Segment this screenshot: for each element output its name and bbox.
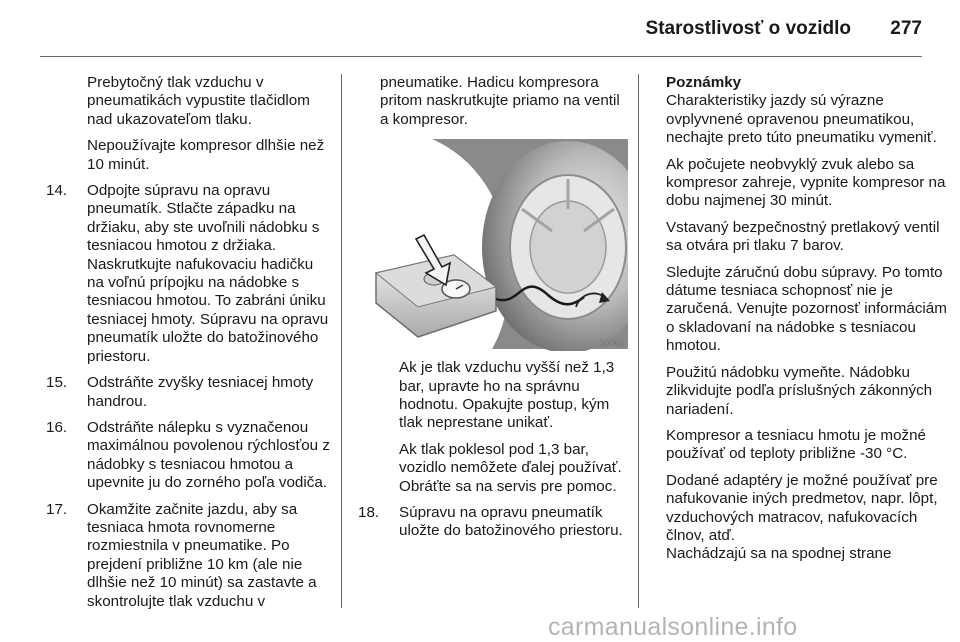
step-18 [358,504,624,541]
step-number: 16. [46,418,68,436]
column-divider-1 [341,74,342,608]
step-text: Odstráňte nálepku s vyznačenou maximálnou povolenou rýchlosťou z nádobky s tesniacou hmotou a upevnite ju do zorného poľa vodiča. [87,418,330,492]
note-paragraph: Sledujte záručnú dobu súpravy. Po tomto dátume tesniaca schopnosť nie je zaručená. Venujte pozornosť informáciám o skladovaní na nádobke s tesniacou hmotou. [666,263,947,355]
note-paragraph: Nachádzajú sa na spodnej strane [666,545,892,563]
note-paragraph: Ak počujete neobvyklý zvuk alebo sa kompresor zahreje, vypnite kompresor na dobu najmenej 30 minút. [666,155,946,210]
note-paragraph: Kompresor a tesniacu hmotu je možné používať od teploty približne -30 °C. [666,426,927,463]
step-text: Okamžite začnite jazdu, aby sa tesniaca hmota rovnomerne rozmiestnila v pneumatike. Po prejdení približne 10 km (ale nie dlhšie než 10 minút) sa zastavte a skontrolujte tlak vzduchu v [87,500,317,610]
step-15 [46,374,330,411]
step-14 [46,182,330,366]
paragraph: pneumatike. Hadicu kompresora pritom naskrutkujte priamo na ventil a kompresor. [380,74,620,128]
step-text: Odstráňte zvyšky tesniacej hmoty handrou. [87,374,314,410]
compressor-tyre-figure [372,139,628,351]
column-1 [46,74,330,619]
column-3 [666,74,952,572]
figure-code: 30062 [598,338,624,349]
header-rule [40,56,922,57]
paragraph: Ak tlak poklesol pod 1,3 bar, vozidlo nemôžete ďalej používať. Obráťte sa na servis pre pomoc. [399,440,622,495]
note-paragraph: Dodané adaptéry je možné používať pre nafukovanie iných predmetov, napr. lôpt, vzduchových matracov, nafukovacích člnov, atď. [666,471,938,544]
page-number: 277 [890,18,922,39]
paragraph: Ak je tlak vzduchu vyšší než 1,3 bar, upravte ho na správnu hodnotu. Opakujte postup, kým tlak neprestane unikať. [399,359,615,432]
note-paragraph: Vstavaný bezpečnostný pretlakový ventil sa otvára pri tlaku 7 barov. [666,218,940,255]
step-text: Súpravu na opravu pneumatík uložte do batožinového priestoru. [399,504,623,540]
step-number: 17. [46,500,68,518]
compressor-illustration [372,139,628,351]
column-divider-2 [638,74,639,608]
step-number: 18. [358,504,380,522]
watermark-link[interactable]: carmanualsonline.info [548,613,798,641]
page-title: Starostlivosť o vozidlo [645,18,852,39]
paragraph: Prebytočný tlak vzduchu v pneumatikách vypustite tlačidlom nad ukazovateľom tlaku. [87,74,310,128]
step-number: 15. [46,374,68,392]
note-paragraph: Použitú nádobku vymeňte. Nádobku zlikvidujte podľa príslušných zákonných nariadení. [666,363,933,418]
note-heading: Poznámky [666,74,742,91]
step-text: Odpojte súpravu na opravu pneumatík. Stlačte západku na držiaku, aby ste uvoľnili nádobku s tesniacou hmotou z držiaka. Naskrutkujte nafukovaciu hadičku na voľnú prípojku na nádobke s tesniacou hmotou. To zabráni úniku tesniacej hmoty. Súpravu na opravu pneumatík uložte do batožinového priestoru. [87,182,329,365]
step-number: 14. [46,182,68,200]
page-header [646,18,922,40]
paragraph: Nepoužívajte kompresor dlhšie než 10 minút. [87,137,325,173]
note-paragraph: Charakteristiky jazdy sú výrazne ovplyvnené opravenou pneumatikou, nechajte preto túto pneumatiku vymeniť. [666,92,937,147]
column-2 [358,74,624,549]
step-16 [46,419,330,493]
step-17 [46,501,330,611]
